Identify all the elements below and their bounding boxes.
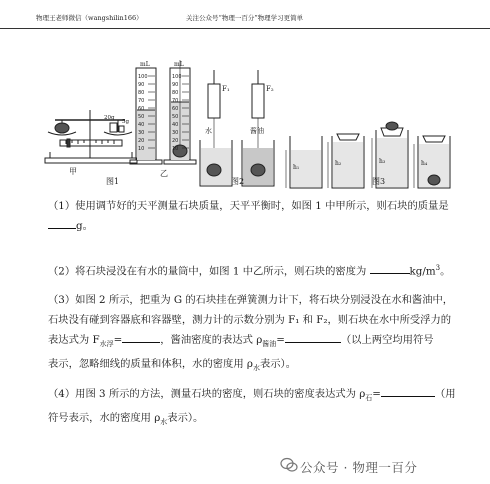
cyl-a-tick-label: 10: [138, 146, 145, 152]
stone-on-pan: [55, 123, 69, 133]
cyl-a-tick-label: 80: [138, 90, 145, 96]
question-2: [48, 258, 468, 281]
balance-pan-right: [104, 132, 132, 135]
q4-rho-sub: 石: [365, 394, 373, 403]
cyl-b-tick-label: 50: [172, 114, 179, 120]
cyl-b-unit: mL: [174, 61, 184, 68]
weight-5g: [119, 126, 124, 132]
f1-label: F₁: [222, 85, 230, 93]
header-slogan: 关注公众号“物理一百分”物理学习更简单: [186, 14, 304, 22]
weight-20g: [110, 123, 117, 132]
q3-line3e: （以上两空均用符号: [340, 334, 434, 346]
q3-buoyancy-blank[interactable]: [122, 331, 160, 343]
cyl-b-tick-label: 10: [172, 146, 179, 152]
fig2-caption: 图2: [231, 177, 245, 186]
stone-in-cup: [386, 122, 398, 130]
cyl-a-tick-label: 60: [138, 106, 145, 112]
cyl-b-tick-label: 90: [172, 82, 179, 88]
cyl-b-tick-label: 20: [172, 138, 179, 144]
figures-area: [0, 40, 490, 190]
weight-5g-label: 5g: [122, 119, 130, 125]
fig3-container-2: [328, 134, 364, 188]
jia-label: 甲: [69, 167, 77, 176]
cyl-a-tick-label: 20: [138, 138, 145, 144]
q2-unit-sup: 3: [435, 264, 441, 272]
page-header: [0, 0, 490, 29]
cyl-b-tick-label: 70: [172, 98, 179, 104]
q3-rho-sub: 酱油: [262, 340, 277, 349]
h3-label: h₃: [379, 158, 386, 165]
q3-eq2: =: [276, 334, 285, 346]
spring-scale-water: [208, 84, 220, 118]
header-contact: 物理王老师微信（wangshilin166）: [36, 14, 143, 22]
q3-line3a: 表达式为 F: [48, 334, 100, 346]
weight-20g-label: 20g: [104, 115, 115, 121]
cyl-a-tick-label: 90: [138, 82, 145, 88]
balance-base: [45, 158, 137, 163]
f2-label: F₂: [266, 85, 274, 93]
wechat-icon: [280, 457, 298, 473]
cyl-a-tick-label: 70: [138, 98, 145, 104]
balance-figure: [45, 110, 137, 163]
cyl-b-tick-label: 30: [172, 130, 179, 136]
q4-line2b: 表示）。: [167, 412, 204, 425]
cyl-a-tick-label: 40: [138, 122, 145, 128]
watermark-text: 公众号 · 物理一百分: [300, 460, 418, 475]
q4-line2: 符号表示，水的密度用 ρ: [48, 412, 161, 425]
h2-label: h₂: [335, 160, 342, 167]
stone-at-bottom: [428, 175, 440, 185]
q2-unit: kg/m: [409, 265, 436, 278]
question-1: [48, 196, 468, 236]
fig3-caption: 图3: [372, 177, 386, 186]
cyl-b-tick-label: 60: [172, 106, 179, 112]
q3-f-sub: 水浮: [99, 340, 114, 349]
q3-density-blank[interactable]: [285, 331, 341, 343]
cylinder-b-base: [164, 160, 196, 164]
q2-text: （2）将石块浸没在有水的量筒中，如图 1 中乙所示，则石块的密度为: [48, 265, 367, 278]
fig3-container-1: [286, 136, 322, 188]
cyl-a-tick-label: 100: [138, 74, 148, 80]
question-4: [48, 384, 468, 432]
float-cup-2: [337, 134, 359, 140]
cyl-b-tick-label: 100: [172, 74, 182, 80]
fig1-caption: 图1: [106, 177, 120, 186]
q4-eq: =: [372, 388, 381, 400]
q1-unit: g。: [76, 220, 93, 232]
q3-line2: 石块没有碰到容器底和容器壁，测力计的示数分别为 F₁ 和 F₂，则石块在水中所受浮力的: [48, 314, 452, 326]
q1-text: （1）使用调节好的天平测量石块质量，天平平衡时，如图 1 中甲所示，则石块的质量是: [48, 200, 449, 212]
float-cup-4: [423, 136, 445, 142]
q3-line4: 表示，忽略细线的质量和体积，水的密度用 ρ: [48, 358, 253, 371]
question-3: [48, 290, 468, 378]
h4-label: h₄: [421, 160, 428, 167]
q4-line1c: （用: [434, 388, 456, 400]
fig3-container-4: [414, 136, 450, 188]
water-label: 水: [205, 127, 212, 135]
cyl-a-unit: mL: [140, 61, 150, 68]
spring-scale-soy: [252, 84, 264, 118]
h1-label: h₁: [293, 164, 300, 171]
cyl-b-tick-label: 40: [172, 122, 179, 128]
stone-in-water: [207, 164, 221, 176]
soy-label: 酱油: [250, 127, 264, 135]
q4-line1: （4）用图 3 所示的方法，测量石块的密度，则石块的密度表达式为 ρ: [48, 388, 366, 400]
q1-answer-blank[interactable]: [48, 217, 76, 229]
stone-in-soy: [251, 164, 265, 176]
rider-slider: [67, 139, 70, 147]
cyl-a-tick-label: 30: [138, 130, 145, 136]
cylinder-a: [130, 68, 162, 164]
q4-water-sub: 水: [160, 418, 168, 427]
q4-answer-blank[interactable]: [381, 385, 435, 397]
q2-end: 。: [440, 265, 451, 278]
q3-eq1: =: [113, 334, 123, 346]
q2-answer-blank[interactable]: [370, 262, 410, 274]
q3-water-sub: 水: [252, 364, 260, 373]
cyl-b-tick-label: 80: [172, 90, 179, 96]
q3-line3c: ，酱油密度的表达式 ρ: [160, 334, 263, 346]
yi-label: 乙: [160, 169, 168, 178]
q3-line1: （3）如图 2 所示，把重为 G 的石块挂在弹簧测力计下，将石块分别浸没在水和酱油中，: [48, 294, 454, 306]
q3-line4b: 表示）。: [259, 358, 297, 371]
cyl-a-tick-label: 50: [138, 114, 145, 120]
